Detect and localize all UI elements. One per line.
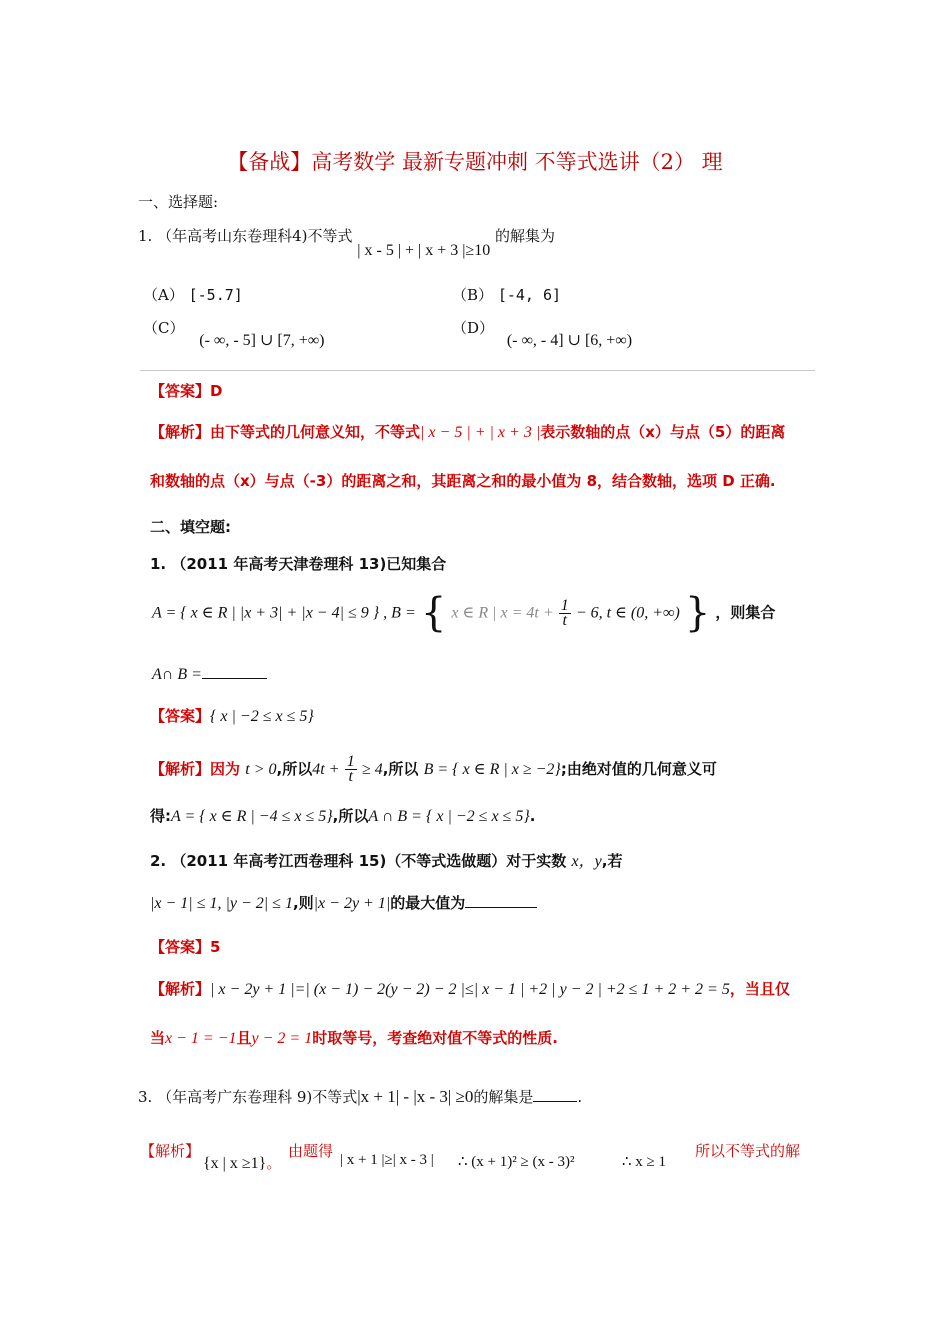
option-a	[143, 284, 243, 305]
answer-blank	[202, 678, 267, 679]
fraction-denominator: t	[562, 611, 567, 629]
analysis-text: 表示数轴的点（x）与点（5）的距离	[540, 423, 786, 441]
answer-2-1	[150, 705, 314, 726]
analysis-math: x − 1 = −1	[165, 1030, 237, 1047]
brace-left: {	[420, 590, 447, 636]
question-2-3-stem	[138, 1086, 582, 1107]
then-text: ，则集合	[715, 603, 776, 622]
analysis-math: | x − 5 | + | x + 3 |	[420, 424, 541, 441]
analysis-math: ≥ 4	[361, 761, 383, 778]
option-b	[452, 284, 561, 305]
answer-value: 5	[210, 938, 221, 956]
analysis-2-3-by: 由题得	[288, 1142, 334, 1160]
question-2-1-stem	[150, 553, 446, 574]
answer-value: { x | −2 ≤ x ≤ 5}	[210, 708, 314, 725]
option-c	[143, 317, 325, 349]
set-a: A = { x ∈ R | |x + 3| + |x − 4| ≤ 9 } , B =	[152, 604, 416, 622]
option-d	[452, 317, 633, 349]
analysis-text: .	[529, 807, 536, 825]
set-b-right: − 6, t ∈ (0, +∞)	[575, 604, 680, 622]
analysis-math: | x − 2y + 1 |=| (x − 1) − 2(y − 2) − 2 |≤| x − 1 | +2 | y − 2 | +2 ≤ 1 + 2 + 2 = 5	[210, 981, 730, 998]
answer-tag: 【答案】	[150, 382, 211, 400]
analysis-2-3-answer	[203, 1152, 281, 1173]
section-heading-fill: 二、填空题:	[150, 518, 231, 536]
answer-1	[150, 380, 222, 401]
section-heading-choice: 一、选择题:	[138, 193, 219, 211]
analysis-text: 得:	[150, 807, 171, 825]
question-1-stem	[138, 225, 556, 259]
option-label: （B）	[452, 286, 494, 304]
option-label: （A）	[143, 286, 184, 304]
question-text: ,若	[601, 852, 623, 870]
analysis-2-3-step-1: | x + 1 |≥| x - 3 |	[340, 1152, 434, 1168]
analysis-text: 由下等式的几何意义知，不等式	[210, 423, 421, 441]
analysis-1-line-2: 和数轴的点（x）与点（-3）的距离之和，其距离之和的最小值为 8，结合数轴，选项 D 正确.	[150, 472, 776, 490]
option-label: （C）	[143, 319, 185, 337]
analysis-text: ,所以	[382, 760, 419, 778]
option-value: (- ∞, - 5] ∪ [7, +∞)	[199, 332, 325, 349]
fraction-numerator: 1	[346, 753, 355, 770]
answer-blank	[533, 1101, 577, 1102]
target-expr: |x − 2y + 1|	[313, 895, 391, 912]
analysis-2-2-line-2	[150, 1027, 558, 1048]
analysis-text: ,所以	[332, 807, 369, 825]
analysis-text: ;由绝对值的几何意义可	[560, 760, 717, 778]
analysis-2-3-step-3: ∴ x ≥ 1	[622, 1154, 667, 1170]
question-end: .	[577, 1088, 583, 1106]
question-text: ,则	[292, 894, 314, 912]
option-label: （D）	[452, 319, 495, 337]
question-number: 2.	[150, 852, 167, 870]
question-source: （年高考山东卷理科4)不等式	[157, 227, 353, 245]
fraction-numerator: 1	[560, 596, 569, 614]
intersection-expr: A∩ B =	[152, 666, 202, 683]
answer-value: {x | x ≥1}	[203, 1155, 267, 1172]
question-suffix: 的解集是	[473, 1088, 534, 1106]
analysis-text: 。	[266, 1154, 282, 1172]
question-2-1-blank	[152, 664, 267, 684]
fraction	[559, 596, 571, 629]
analysis-2-1-line-2	[150, 805, 535, 826]
analysis-tag: 【解析】	[150, 980, 211, 998]
fraction	[345, 755, 357, 784]
question-expression: |x + 1| - |x - 3| ≥0	[357, 1087, 474, 1106]
question-vars: x，y	[571, 853, 602, 870]
analysis-text: ，当且仅	[729, 980, 790, 998]
page-title: 【备战】高考数学 最新专题冲刺 不等式选讲（2） 理	[227, 150, 723, 174]
analysis-text: ,所以	[276, 760, 313, 778]
analysis-text: 当	[150, 1029, 166, 1047]
analysis-math: A ∩ B = { x | −2 ≤ x ≤ 5}	[368, 808, 530, 825]
fraction-denominator: t	[348, 768, 353, 785]
brace-right: }	[684, 590, 711, 636]
analysis-math: A = { x ∈ R | −4 ≤ x ≤ 5}	[171, 808, 333, 825]
analysis-math: B = { x ∈ R | x ≥ −2}	[423, 761, 561, 778]
analysis-2-3-tail: 所以不等式的解	[695, 1142, 801, 1160]
analysis-math: t > 0	[245, 761, 277, 778]
option-value: [-4, 6]	[497, 286, 562, 304]
analysis-2-3-tag: 【解析】	[140, 1142, 201, 1160]
question-2-2-condition	[150, 892, 537, 913]
condition-expr: |x − 1| ≤ 1, |y − 2| ≤ 1	[150, 895, 293, 912]
question-source: （2011 年高考江西卷理科 15)（不等式选做题）对于实数	[171, 852, 567, 870]
analysis-2-2-line-1	[150, 978, 790, 999]
answer-2-2	[150, 936, 220, 957]
analysis-2-3-step-2: ∴ (x + 1)² ≥ (x - 3)²	[458, 1154, 575, 1170]
analysis-2-1-line-1	[150, 755, 717, 784]
option-value: (- ∞, - 4] ∪ [6, +∞)	[506, 332, 633, 349]
answer-value: D	[210, 382, 223, 400]
question-source: （年高考广东卷理科 9)不等式	[157, 1088, 358, 1106]
analysis-text: 且	[236, 1029, 252, 1047]
analysis-math: 4t +	[312, 761, 340, 778]
question-number: 1.	[150, 555, 167, 573]
analysis-1-line-1	[150, 421, 785, 442]
question-number: 3.	[138, 1088, 153, 1106]
question-2-1-sets	[152, 590, 775, 636]
answer-tag: 【答案】	[150, 707, 211, 725]
answer-tag: 【答案】	[150, 938, 211, 956]
analysis-math: y − 2 = 1	[251, 1030, 313, 1047]
question-source: （2011 年高考天津卷理科 13)已知集合	[171, 555, 447, 573]
analysis-text: 因为	[210, 760, 241, 778]
option-value: [-5.7]	[188, 286, 243, 304]
set-b-left: x ∈ R | x = 4t +	[451, 604, 554, 622]
question-suffix: 的解集为	[495, 227, 556, 245]
question-2-2-stem	[150, 848, 622, 871]
analysis-text: 时取等号，考查绝对值不等式的性质.	[312, 1029, 558, 1047]
divider	[140, 370, 815, 371]
question-expression: | x - 5 | + | x + 3 |≥10	[357, 242, 491, 259]
analysis-tag: 【解析】	[150, 760, 211, 778]
question-number: 1.	[138, 227, 153, 245]
answer-blank	[465, 907, 537, 908]
question-text: 的最大值为	[390, 894, 466, 912]
analysis-tag: 【解析】	[150, 423, 211, 441]
